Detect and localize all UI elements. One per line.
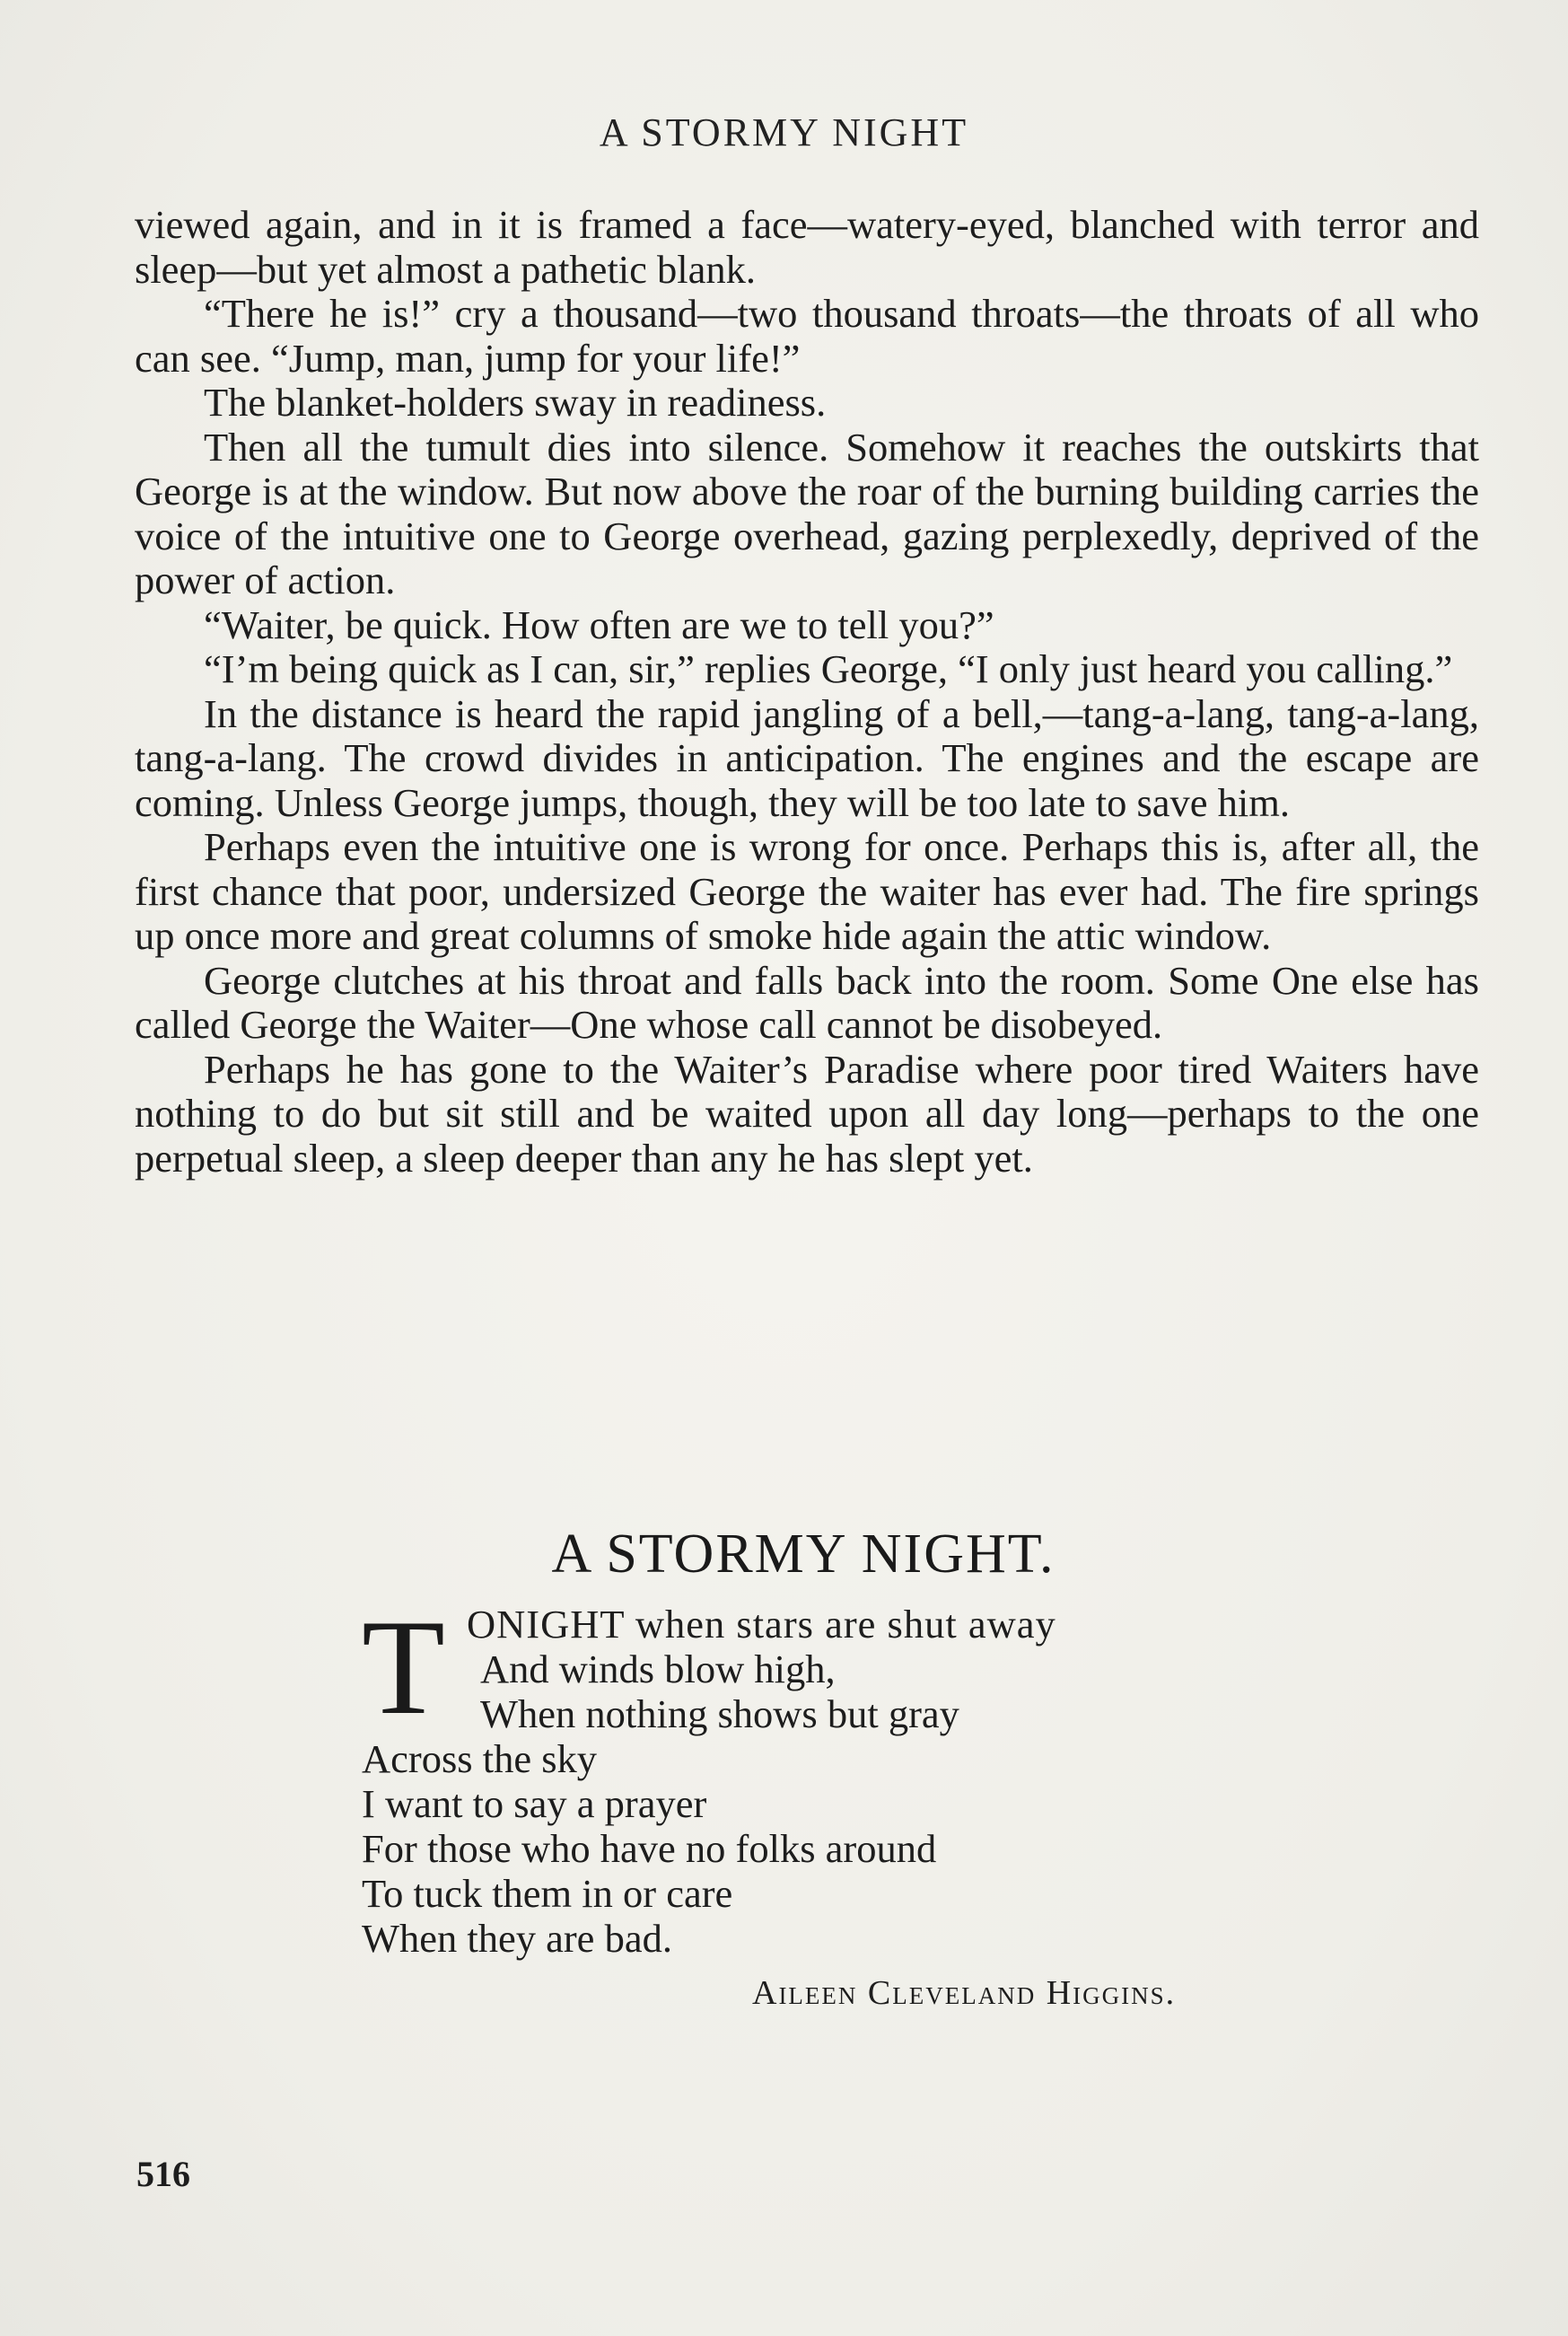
poem-line: Across the sky (362, 1736, 598, 1781)
poem (362, 1592, 1259, 1961)
poem-line: When they are bad. (362, 1916, 672, 1961)
paragraph: Perhaps even the intuitive one is wrong for once. Perhaps this is, after all, the first chance that poor, undersized George the waiter has ever had. The fire springs up once more and great columns of smoke hide again the attic window. (135, 824, 1479, 958)
paragraph: “There he is!” cry a thousand—two thousand throats—the throats of all who can see. “Jump, man, jump for your life!” (135, 291, 1479, 381)
paragraph: “I’m being quick as I can, sir,” replies George, “I only just heard you calling.” (204, 646, 1453, 691)
paragraph: In the distance is heard the rapid jangling of a bell,—tang-a-lang, tang-a-lang, tang-a-lang. The crowd divides in anticipation. The engines and the escape are coming. Unless George jumps, though, they will be too late to save him. (135, 690, 1479, 825)
drop-cap: T (362, 1592, 445, 1743)
poem-line: ONIGHT when stars are shut away (467, 1602, 1056, 1647)
paragraph: The blanket-holders sway in readiness. (204, 380, 827, 425)
poem-title: A STORMY NIGHT. (551, 1524, 1056, 1585)
poem-line: I want to say a prayer (362, 1781, 707, 1826)
running-head: A STORMY NIGHT (599, 110, 969, 154)
poem-line: And winds blow high, (480, 1647, 836, 1691)
page-number: 516 (136, 2154, 190, 2194)
paragraph: Then all the tumult dies into silence. Somehow it reaches the outskirts that George is at the window. But now above the roar of the burning building carries the voice of the intuitive one to George overhead, gazing perplexedly, deprived of the power of action. (135, 424, 1479, 602)
paragraph: “Waiter, be quick. How often are we to tell you?” (204, 602, 994, 647)
paragraph: Perhaps he has gone to the Waiter’s Paradise where poor tired Waiters have nothing to do but sit still and be waited upon all day long—perhaps to the one perpetual sleep, a sleep deeper than any he has slept yet. (135, 1046, 1479, 1181)
poem-author: Aileen Cleveland Higgins. (752, 1974, 1177, 2012)
poem-line: When nothing shows but gray (480, 1691, 959, 1736)
paragraph: viewed again, and in it is framed a face—watery-eyed, blanched with terror and sleep—but yet almost a pathetic blank. (135, 202, 1479, 292)
prose-body (135, 203, 1479, 1181)
poem-line: To tuck them in or care (362, 1871, 733, 1916)
paragraph: George clutches at his throat and falls back into the room. Some One else has called George the Waiter—One whose call cannot be disobeyed. (135, 957, 1479, 1047)
poem-line: For those who have no folks around (362, 1826, 937, 1871)
